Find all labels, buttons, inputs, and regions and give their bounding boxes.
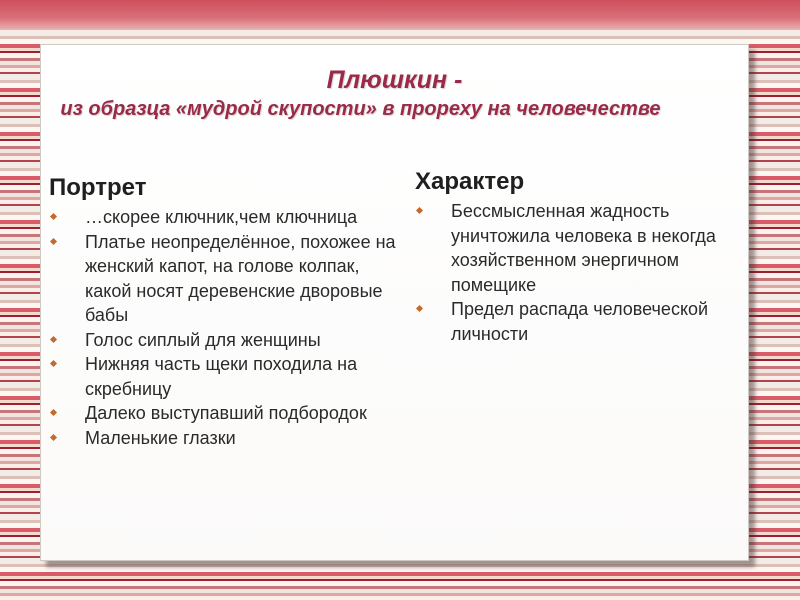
diamond-bullet-icon: [416, 207, 423, 214]
title-subtitle: из образца «мудрой скупости» в прореху на человечестве: [60, 98, 661, 120]
diamond-bullet-icon: [50, 237, 57, 244]
character-list: [413, 199, 733, 346]
list-item-text: Далеко выступавший подбородок: [85, 403, 367, 423]
list-item-text: Голос сиплый для женщины: [85, 329, 321, 350]
list-item-text: Предел распада человеческой личности: [451, 299, 709, 344]
list-item-text: Нижняя часть щеки походила на скребницу: [85, 354, 358, 399]
list-item-text: …скорее ключник,чем ключница: [85, 207, 358, 227]
list-item-text: Платье неопределённое, похожее на женский капот, на голове колпак, какой носят деревенские дворовые бабы: [85, 231, 396, 325]
list-item: [413, 297, 733, 346]
diamond-bullet-icon: [50, 335, 57, 342]
diamond-bullet-icon: [50, 433, 57, 440]
diamond-bullet-icon: [50, 409, 57, 416]
portrait-column: [47, 173, 397, 450]
list-item: [47, 352, 397, 401]
list-item-text: Бессмысленная жадность уничтожила человека в некогда хозяйственном энергичном помещике: [451, 201, 716, 295]
character-column: [413, 168, 733, 346]
slide-panel: [40, 44, 749, 561]
list-item-text: Маленькие глазки: [85, 427, 236, 448]
diamond-bullet-icon: [50, 360, 57, 367]
background-stripe-band: [0, 0, 800, 30]
title-main: Плюшкин -: [326, 66, 463, 94]
list-item: [47, 328, 397, 353]
list-item: [47, 426, 397, 451]
character-heading: Характер: [415, 168, 525, 195]
diamond-bullet-icon: [416, 305, 423, 312]
diamond-bullet-icon: [50, 213, 57, 220]
list-item: [47, 205, 397, 230]
list-item: [47, 230, 397, 328]
portrait-heading: Портрет: [49, 174, 147, 201]
list-item: [47, 401, 397, 426]
portrait-list: [47, 205, 397, 450]
slide-title: [41, 65, 748, 123]
list-item: [413, 199, 733, 297]
